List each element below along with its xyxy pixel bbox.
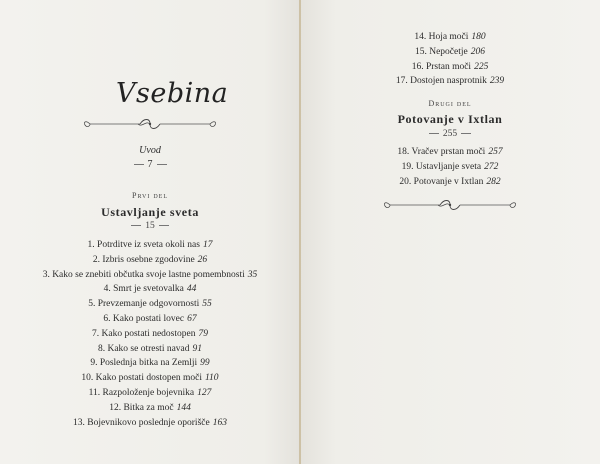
toc-entry (0, 416, 300, 431)
toc-entry-page: 180 (471, 32, 486, 42)
toc-entry-page: 99 (200, 358, 210, 369)
dash-right (461, 133, 471, 134)
toc-entry (0, 386, 300, 401)
toc-entry-title: 7. Kako postati nedostopen (92, 328, 196, 339)
toc-entry-title: 20. Potovanje v Ixtlan (399, 176, 484, 187)
toc-entry-title: 4. Smrt je svetovalka (103, 284, 184, 295)
toc-entry (300, 74, 600, 89)
toc-entry (0, 327, 300, 342)
toc-entry-page: 206 (470, 46, 485, 57)
toc-entry (300, 145, 600, 160)
toc-entry-page: 272 (484, 161, 499, 172)
continued-entries (300, 30, 600, 89)
toc-entry-page: 225 (474, 61, 489, 72)
toc-entry-page: 257 (488, 147, 503, 157)
dash-left (131, 225, 141, 226)
toc-entry-title: 15. Nepočetje (414, 46, 468, 57)
intro-label: Uvod (139, 145, 161, 156)
toc-entry-page: 44 (186, 284, 197, 295)
toc-entry (0, 401, 300, 416)
part1-kicker: Prvi del (132, 191, 168, 200)
dash-right (157, 164, 167, 165)
toc-entry (300, 175, 600, 190)
toc-entry-page: 67 (187, 313, 197, 324)
book-gutter (299, 0, 301, 464)
toc-entry-page: 163 (212, 417, 227, 428)
toc-entry-page: 282 (486, 176, 501, 187)
dash-right (159, 225, 169, 226)
dash-left (134, 164, 144, 165)
toc-entry-page: 91 (192, 343, 203, 354)
toc-entry (0, 238, 300, 253)
toc-entry-title: 14. Hoja moči (414, 32, 469, 42)
toc-entry-title: 5. Prevzemanje odgovornosti (88, 299, 200, 310)
toc-entry-page: 55 (202, 299, 212, 310)
part1-page (0, 221, 300, 231)
toc-entry-title: 8. Kako se otresti navad (97, 343, 190, 354)
part2-entries (300, 145, 600, 189)
toc-entry (300, 45, 600, 60)
dash-left (429, 133, 439, 134)
toc-entry-page: 239 (489, 76, 505, 87)
toc-entry-title: 1. Potrditve iz sveta okoli nas (87, 240, 200, 250)
part2-page-number: 255 (442, 129, 458, 139)
toc-entry (300, 60, 600, 75)
toc-entry-page: 17 (202, 240, 213, 250)
toc-entry-title: 13. Bojevnikovo poslednje oporišče (73, 417, 210, 428)
toc-entry (0, 268, 300, 283)
toc-entry-title: 2. Izbris osebne zgodovine (92, 254, 195, 265)
toc-entry-title: 10. Kako postati dostopen moči (81, 373, 203, 384)
toc-entry-title: 17. Dostojen nasprotnik (395, 76, 487, 87)
toc-entry-page: 127 (197, 387, 212, 398)
toc-entry-page: 79 (198, 328, 208, 339)
toc-entry-title: 9. Poslednja bitka na Zemlji (90, 358, 198, 369)
toc-entry-title: 3. Kako se znebiti občutka svoje lastne pomembnosti (42, 269, 245, 280)
part2-title: Potovanje v Ixtlan (397, 112, 503, 126)
toc-entry (0, 356, 300, 371)
toc-entry (0, 297, 300, 312)
part1-page-number: 15 (145, 221, 155, 231)
toc-entry-title: 16. Prstan moči (411, 61, 472, 72)
toc-entry (0, 342, 300, 357)
toc-entry (300, 160, 600, 175)
toc-entry-title: 19. Ustavljanje sveta (401, 161, 482, 172)
intro-page (0, 159, 300, 170)
toc-entry (0, 312, 300, 327)
toc-entry-page: 144 (176, 402, 191, 413)
part2-kicker: Drugi del (428, 99, 472, 108)
toc-entry (0, 253, 300, 268)
toc-entry-page: 35 (247, 269, 258, 280)
part1-title: Ustavljanje sveta (101, 205, 199, 219)
toc-entry-title: 12. Bitka za moč (109, 402, 174, 413)
ornament-divider-right (382, 198, 518, 212)
toc-entry-page: 110 (205, 373, 219, 384)
toc-entry (0, 371, 300, 386)
right-page (300, 0, 600, 464)
part1-entries (0, 238, 300, 430)
toc-entry-title: 18. Vračev prstan moči (397, 147, 486, 157)
intro-page-number: 7 (147, 159, 153, 170)
toc-entry (300, 30, 600, 45)
toc-entry-page: 26 (197, 254, 208, 265)
part2-page (300, 129, 600, 139)
toc-entry-title: 6. Kako postati lovec (103, 313, 185, 324)
ornament-divider-left (82, 117, 218, 131)
toc-title: Vsebina (116, 78, 229, 109)
toc-entry-title: 11. Razpoloženje bojevnika (88, 387, 195, 398)
toc-entry (0, 282, 300, 297)
